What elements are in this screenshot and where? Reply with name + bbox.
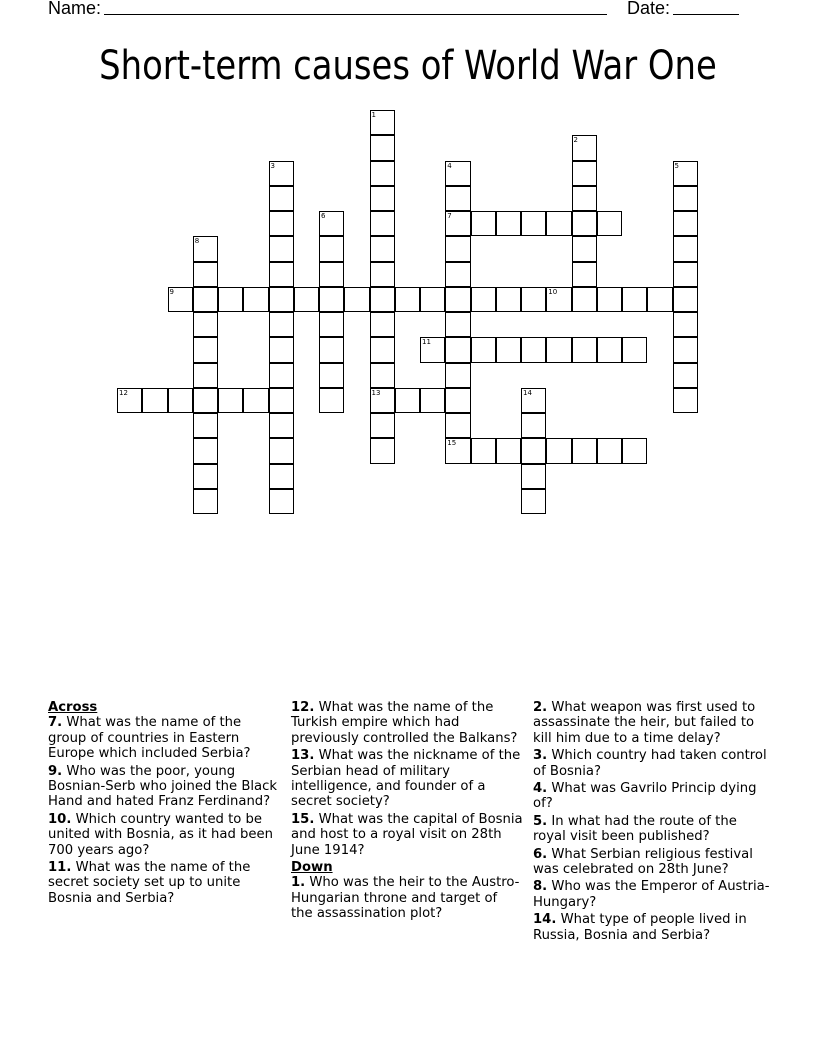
grid-cell[interactable] [673,287,698,312]
grid-cell[interactable] [496,438,521,463]
clue-text: Which country wanted to be united with Bosnia, as it had been 700 years ago? [48,811,273,858]
grid-cell[interactable] [521,438,546,463]
grid-cell[interactable] [420,287,445,312]
grid-cell[interactable] [319,287,344,312]
grid-cell[interactable] [269,388,294,413]
grid-cell[interactable] [370,262,395,287]
clue-number-label: 1 [371,111,376,119]
clue-across-13 [291,748,523,810]
clue-number-label: 13 [371,388,381,397]
grid-cell[interactable] [370,413,395,438]
clue-down-5 [533,814,773,845]
grid-cell[interactable] [319,211,344,236]
clue-number-label: 2 [573,136,578,145]
grid-cell[interactable] [673,262,698,287]
clue-across-7 [48,715,280,761]
grid-cell[interactable] [471,337,496,362]
grid-cell[interactable] [370,110,395,135]
grid-cell[interactable] [572,186,597,211]
clue-text: What type of people lived in Russia, Bosnia and Serbia? [533,912,747,943]
clue-text: Which country had taken control of Bosnia? [533,748,767,779]
clue-down-2 [533,700,773,746]
down-heading: Down [291,860,333,876]
date-field[interactable] [673,14,739,15]
grid-cell[interactable] [344,287,369,312]
clue-number-label: 15 [447,439,457,448]
clue-text: What weapon was first used to assassinate the heir, but failed to kill him due to a time delay? [533,700,756,746]
grid-cell[interactable] [193,464,218,489]
grid-cell[interactable] [572,287,597,312]
grid-cell[interactable] [572,262,597,287]
clue-text: In what had the route of the royal visit been published? [533,813,737,845]
crossword-grid [117,110,699,515]
grid-cell[interactable] [420,337,445,362]
grid-cell[interactable] [269,262,294,287]
grid-cell[interactable] [445,363,470,388]
grid-cell[interactable] [269,236,294,261]
grid-cell[interactable] [521,413,546,438]
grid-cell[interactable] [673,337,698,362]
grid-cell[interactable] [319,262,344,287]
date-label: Date: [627,0,671,18]
clue-text: What was the name of the Turkish empire which had previously controlled the Balkans? [291,700,518,746]
grid-cell[interactable] [370,186,395,211]
grid-cell[interactable] [622,337,647,362]
clue-number-label: 10 [548,287,558,296]
clue-down-14 [533,912,773,943]
grid-cell[interactable] [370,287,395,312]
grid-cell[interactable] [117,388,142,413]
grid-cell[interactable] [471,438,496,463]
grid-cell[interactable] [673,363,698,388]
grid-cell[interactable] [546,337,571,362]
clue-down-8 [533,879,773,910]
clue-number-label: 7 [447,212,452,220]
grid-cell[interactable] [496,337,521,362]
grid-cell[interactable] [193,337,218,362]
clue-number: 10. [48,811,72,827]
clue-text: What was the name of the secret society set up to unite Bosnia and Serbia? [48,860,251,906]
clues-column-1 [48,700,280,908]
clue-number: 9. [48,763,63,779]
grid-cell[interactable] [269,413,294,438]
grid-cell[interactable] [521,489,546,514]
clue-across-9 [48,764,280,810]
clue-text: Who was the heir to the Austro-Hungarian throne and target of the assassination plot? [291,875,520,922]
grid-cell[interactable] [243,287,268,312]
grid-cell[interactable] [647,287,672,312]
grid-cell[interactable] [572,135,597,160]
grid-cell[interactable] [597,337,622,362]
grid-cell[interactable] [243,388,268,413]
grid-cell[interactable] [370,363,395,388]
grid-cell[interactable] [319,388,344,413]
clue-number: 1. [291,875,306,891]
grid-cell[interactable] [142,388,167,413]
grid-cell[interactable] [673,161,698,186]
grid-cell[interactable] [269,438,294,463]
grid-cell[interactable] [572,161,597,186]
clue-number-label: 4 [447,161,452,170]
grid-cell[interactable] [445,312,470,337]
grid-cell[interactable] [370,312,395,337]
grid-cell[interactable] [597,438,622,463]
page-title: Short-term causes of World War One [99,43,717,89]
grid-cell[interactable] [193,312,218,337]
grid-cell[interactable] [269,312,294,337]
grid-cell[interactable] [521,337,546,362]
clue-down-4 [533,781,773,812]
clue-number: 2. [533,700,548,715]
clue-number: 13. [291,748,315,764]
grid-cell[interactable] [370,388,395,413]
worksheet-header [48,0,768,19]
grid-cell[interactable] [572,236,597,261]
clue-number: 3. [533,748,548,764]
clue-text: Who was the poor, young Bosnian-Serb who joined the Black Hand and hated Franz Ferdinand? [48,763,278,810]
grid-cell[interactable] [269,489,294,514]
grid-cell[interactable] [496,287,521,312]
grid-cell[interactable] [269,464,294,489]
clue-number: 15. [291,811,315,827]
grid-cell[interactable] [370,135,395,160]
grid-cell[interactable] [395,287,420,312]
clue-number-label: 8 [194,237,200,246]
clue-text: What was the name of the group of countries in Eastern Europe which included Serbia? [48,715,251,762]
grid-cell[interactable] [193,287,218,312]
clue-number: 4. [533,781,548,797]
grid-cell[interactable] [319,337,344,362]
clue-text: What was Gavrilo Princip dying of? [533,781,757,812]
clue-across-10 [48,812,280,858]
grid-cell[interactable] [673,211,698,236]
clue-number: 7. [48,715,63,731]
grid-cell[interactable] [168,388,193,413]
grid-cell[interactable] [193,388,218,413]
grid-cell[interactable] [521,464,546,489]
grid-cell[interactable] [193,236,218,261]
clue-number: 8. [533,879,548,895]
grid-cell[interactable] [269,363,294,388]
grid-cell[interactable] [370,337,395,362]
grid-cell[interactable] [496,211,521,236]
grid-cell[interactable] [218,388,243,413]
clue-across-15 [291,812,523,858]
grid-cell[interactable] [193,413,218,438]
grid-cell[interactable] [445,438,470,463]
grid-cell[interactable] [168,287,193,312]
grid-cell[interactable] [445,413,470,438]
grid-cell[interactable] [319,363,344,388]
clue-number: 11. [48,860,72,876]
clue-text: What Serbian religious festival was celebrated on 28th June? [533,846,753,878]
clue-number-label: 6 [321,212,326,220]
clue-number-label: 3 [270,161,275,170]
grid-cell[interactable] [445,186,470,211]
grid-cell[interactable] [521,211,546,236]
clues-column-3 [533,700,773,945]
grid-cell[interactable] [420,388,445,413]
grid-cell[interactable] [193,438,218,463]
clue-down-1 [291,875,523,921]
grid-cell[interactable] [673,388,698,413]
clue-number: 12. [291,700,315,715]
clue-text: Who was the Emperor of Austria-Hungary? [533,879,770,910]
clue-text: What was the capital of Bosnia and host to a royal visit on 28th June 1914? [291,811,523,858]
clue-number-label: 9 [169,287,174,296]
grid-cell[interactable] [546,287,571,312]
grid-cell[interactable] [269,337,294,362]
grid-cell[interactable] [597,211,622,236]
clue-across-11 [48,860,280,906]
grid-cell[interactable] [269,211,294,236]
grid-cell[interactable] [597,287,622,312]
grid-cell[interactable] [673,236,698,261]
name-label: Name: [48,0,102,18]
grid-cell[interactable] [218,287,243,312]
grid-cell[interactable] [521,388,546,413]
name-field[interactable] [104,14,607,15]
grid-cell[interactable] [546,211,571,236]
grid-cell[interactable] [193,363,218,388]
grid-cell[interactable] [370,236,395,261]
grid-cell[interactable] [445,388,470,413]
clue-number-label: 5 [674,161,679,170]
grid-cell[interactable] [572,337,597,362]
grid-cell[interactable] [546,438,571,463]
grid-cell[interactable] [269,287,294,312]
clue-number-label: 11 [422,338,431,347]
grid-cell[interactable] [471,211,496,236]
grid-cell[interactable] [572,211,597,236]
clue-number: 6. [533,846,548,862]
grid-cell[interactable] [622,287,647,312]
grid-cell[interactable] [269,186,294,211]
grid-cell[interactable] [445,337,470,362]
grid-cell[interactable] [319,236,344,261]
clue-across-12 [291,700,523,746]
clue-number: 5. [533,813,548,829]
clue-number-label: 12 [119,388,128,397]
grid-cell[interactable] [445,236,470,261]
grid-cell[interactable] [471,287,496,312]
grid-cell[interactable] [445,287,470,312]
grid-cell[interactable] [521,287,546,312]
grid-cell[interactable] [395,388,420,413]
clue-text: What was the nickname of the Serbian head of military intelligence, and founder of a secret society? [291,748,521,810]
clue-down-3 [533,748,773,779]
grid-cell[interactable] [622,438,647,463]
clue-down-6 [533,847,773,878]
clues-column-2 [291,700,523,924]
grid-cell[interactable] [193,262,218,287]
grid-cell[interactable] [319,312,344,337]
grid-cell[interactable] [370,438,395,463]
grid-cell[interactable] [673,312,698,337]
across-heading: Across [48,700,98,715]
grid-cell[interactable] [193,489,218,514]
clue-number-label: 14 [523,388,532,397]
clue-number: 14. [533,912,557,928]
grid-cell[interactable] [572,438,597,463]
grid-cell[interactable] [445,262,470,287]
grid-cell[interactable] [673,186,698,211]
grid-cell[interactable] [294,287,319,312]
grid-cell[interactable] [445,161,470,186]
grid-cell[interactable] [370,211,395,236]
grid-cell[interactable] [445,211,470,236]
grid-cell[interactable] [269,161,294,186]
grid-cell[interactable] [370,161,395,186]
